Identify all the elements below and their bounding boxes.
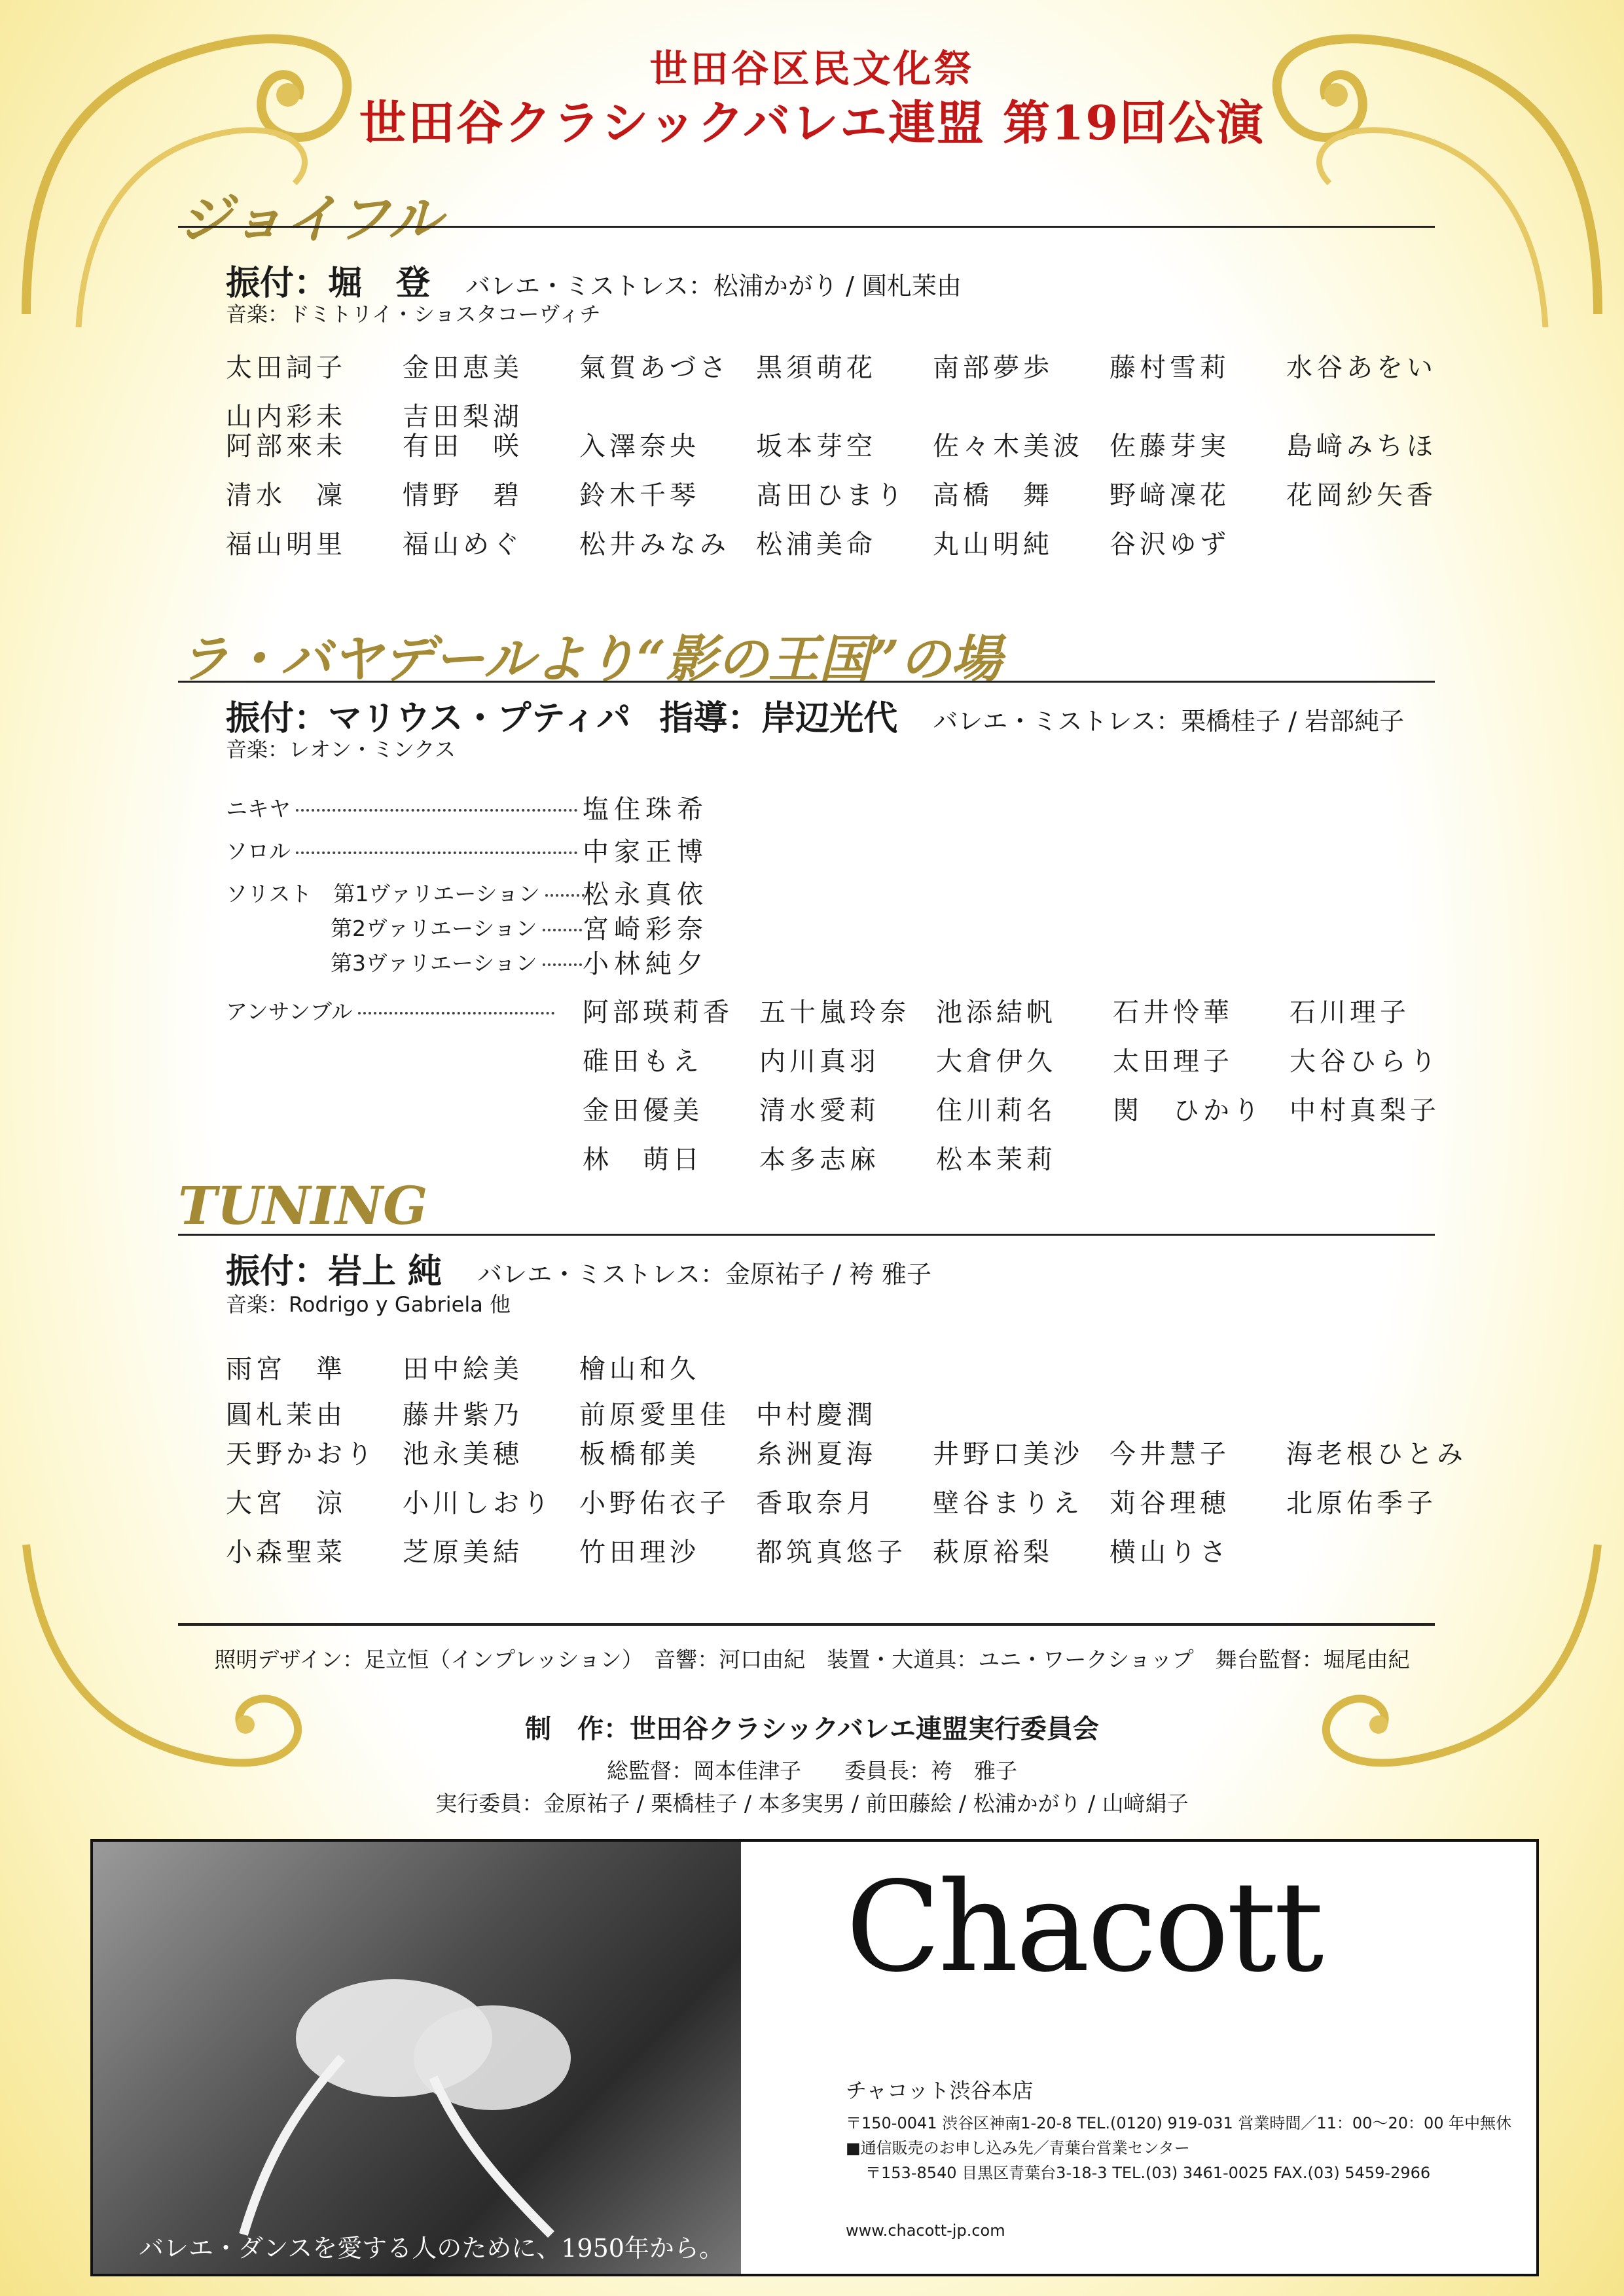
cast-name: 清水 凜 — [226, 480, 346, 511]
cast-name: 天野かおり — [226, 1439, 376, 1469]
director: 指導：岸辺光代 — [659, 699, 898, 738]
cast-name: 金田優美 — [583, 1096, 703, 1126]
mail-order-label: ■通信販売のお申し込み先／青葉台営業センター — [846, 2139, 1190, 2157]
cast-name: 小野佑衣子 — [579, 1488, 730, 1518]
cast-name: 石川理子 — [1290, 997, 1410, 1028]
ballet-mistress: バレエ・ミストレス：松浦かがり / 圓札茉由 — [465, 272, 962, 300]
leader-dots — [543, 929, 582, 931]
joyful-music: 音楽：ドミトリイ・ショスタコーヴィチ — [226, 302, 601, 327]
cast-name: 太田理子 — [1113, 1047, 1233, 1077]
bayadere-credits — [226, 691, 1404, 740]
committee-credit: 実行委員：金原祐子 / 栗橋桂子 / 本多実男 / 前田藤絵 / 松浦かがり / 山﨑絹子 — [435, 1791, 1189, 1816]
bayadere-title: ラ・バヤデールより“影の王国”の場 — [178, 630, 1002, 689]
cast-name: 中村慶潤 — [756, 1400, 876, 1430]
role-variation-3 — [331, 946, 587, 977]
tuning-cast-group-a — [226, 1348, 1463, 1386]
cast-name: 横山りさ — [1110, 1537, 1230, 1568]
leader-dots — [545, 894, 585, 897]
joyful-cast-group-b — [226, 425, 1463, 561]
cast-name: 福山めぐ — [403, 529, 523, 560]
bayadere-music: 音楽：レオン・ミンクス — [226, 737, 456, 762]
choreographer: 振付：マリウス・プティパ — [226, 699, 631, 738]
cast-name: 檜山和久 — [579, 1354, 700, 1384]
website-url[interactable]: www.chacott-jp.com — [846, 2221, 1005, 2240]
pointe-shoes-image — [93, 1842, 741, 2274]
role-label: ソロル — [226, 838, 291, 864]
cast-name: 林 萌日 — [583, 1145, 703, 1175]
cast-name: 壁谷まりえ — [933, 1488, 1083, 1518]
cast-name: 高橋 舞 — [933, 480, 1053, 511]
cast-name: 海老根ひとみ — [1286, 1439, 1467, 1469]
cast-name: 内川真羽 — [759, 1047, 880, 1077]
cast-name: 金田恵美 — [403, 353, 523, 383]
cast-name: 住川莉名 — [936, 1096, 1056, 1126]
cast-name: 苅谷理穂 — [1110, 1488, 1230, 1518]
leader-dots — [296, 809, 577, 812]
joyful-cast-group-a — [226, 347, 1463, 433]
cast-name: 碓田もえ — [583, 1047, 703, 1077]
cast-name: 北原佑季子 — [1286, 1488, 1437, 1518]
cast-name: 有田 咲 — [403, 431, 523, 461]
leader-dots — [543, 963, 582, 966]
role-variation-2 — [331, 912, 587, 942]
choreographer: 堀 登 — [328, 264, 431, 303]
cast-name: 黒須萌花 — [756, 353, 876, 383]
cast-name: 阿部瑛莉香 — [583, 997, 733, 1028]
cast-name: 藤井紫乃 — [403, 1400, 523, 1430]
tuning-cast-group-b — [226, 1394, 1463, 1431]
cast-name: 本多志麻 — [759, 1145, 880, 1175]
tuning-cast-group-c — [226, 1433, 1467, 1569]
cast-name: 花岡紗矢香 — [1286, 480, 1437, 511]
cast-name: 藤村雪莉 — [1110, 353, 1230, 383]
cast-name: 竹田理沙 — [579, 1537, 700, 1568]
cast-name: 松本茉莉 — [936, 1145, 1056, 1175]
store-name: チャコット渋谷本店 — [846, 2078, 1034, 2103]
ballet-mistress: バレエ・ミストレス：栗橋桂子 / 岩部純子 — [933, 707, 1405, 736]
role-dancer: 宮崎彩奈 — [583, 914, 708, 944]
cast-name: 都筑真悠子 — [756, 1537, 907, 1568]
cast-name: 清水愛莉 — [759, 1096, 880, 1126]
cast-name: 田中絵美 — [403, 1354, 523, 1384]
cast-name: 阿部來未 — [226, 431, 346, 461]
role-label: ソリスト 第1ヴァリエーション — [226, 881, 541, 906]
production-credit: 制 作：世田谷クラシックバレエ連盟実行委員会 — [525, 1714, 1099, 1744]
joyful-title: ジョイフル — [178, 188, 442, 251]
cast-name: 大宮 涼 — [226, 1488, 346, 1518]
ballet-shoes-photo — [93, 1842, 741, 2274]
joyful-rule — [178, 226, 1435, 228]
cast-name: 今井慧子 — [1110, 1439, 1230, 1469]
director-credit: 総監督：岡本佳津子 委員長：袴 雅子 — [607, 1758, 1017, 1784]
leader-dots — [358, 1012, 554, 1014]
role-dancer: 中家正博 — [583, 837, 708, 867]
cast-name: 井野口美沙 — [933, 1439, 1083, 1469]
staff-credits: 照明デザイン：足立恒（インプレッション） 音響：河口由紀 装置・大道具：ユニ・ワークショップ 舞台監督：堀尾由紀 — [214, 1647, 1410, 1672]
cast-name: 水谷あをい — [1286, 353, 1437, 383]
role-label: 第3ヴァリエーション — [331, 950, 537, 976]
cast-name: 佐藤芽実 — [1110, 431, 1230, 461]
ballet-mistress: バレエ・ミストレス：金原祐子 / 袴 雅子 — [477, 1260, 932, 1289]
cast-name: 板橋郁美 — [579, 1439, 700, 1469]
cast-name: 南部夢歩 — [933, 353, 1053, 383]
cast-name: 中村真梨子 — [1290, 1096, 1440, 1126]
mail-order-address: 〒153-8540 目黒区青葉台3-18-3 TEL.(03) 3461-0025 FAX.(03) 5459-2966 — [865, 2164, 1431, 2182]
store-address: 〒150-0041 渋谷区神南1-20-8 TEL.(0120) 919-031 営業時間／11：00〜20：00 年中無休 — [846, 2114, 1512, 2132]
cast-name: 萩原裕梨 — [933, 1537, 1053, 1568]
cast-name: 福山明里 — [226, 529, 346, 560]
cast-name: 香取奈月 — [756, 1488, 876, 1518]
cast-name: 入澤奈央 — [579, 431, 700, 461]
role-label: アンサンブル — [226, 999, 353, 1024]
cast-name: 関 ひかり — [1113, 1096, 1263, 1126]
leader-dots — [296, 852, 577, 854]
ad-slogan: バレエ・ダンスを愛する人のために、1950年から。 — [139, 2234, 724, 2263]
choreo-label: 振付： — [226, 264, 329, 303]
cast-name: 五十嵐玲奈 — [759, 997, 910, 1028]
cast-name: 小森聖菜 — [226, 1537, 346, 1568]
cast-name: 芝原美結 — [403, 1537, 523, 1568]
cast-name: 髙田ひまり — [756, 480, 907, 511]
cast-name: 坂本芽空 — [756, 431, 876, 461]
cast-name: 大谷ひらり — [1290, 1047, 1440, 1077]
cast-name: 島﨑みちほ — [1286, 431, 1437, 461]
role-nikiya — [226, 792, 583, 823]
cast-name: 佐々木美波 — [933, 431, 1083, 461]
choreographer: 岩上 純 — [328, 1252, 442, 1291]
cast-name: 糸洲夏海 — [756, 1439, 876, 1469]
cast-name: 石井怜華 — [1113, 997, 1233, 1028]
cast-name: 池添結帆 — [936, 997, 1056, 1028]
cast-name: 圓札茉由 — [226, 1400, 346, 1430]
bayadere-ensemble — [583, 992, 1466, 1176]
cast-name: 情野 碧 — [403, 480, 523, 511]
cast-name: 鈴木千琴 — [579, 480, 700, 511]
joyful-credits — [226, 255, 962, 304]
chacott-advertisement — [90, 1839, 1539, 2276]
cast-name: 小川しおり — [403, 1488, 553, 1518]
cast-name: 池永美穂 — [403, 1439, 523, 1469]
role-label: ニキヤ — [226, 796, 291, 821]
cast-name: 丸山明純 — [933, 529, 1053, 560]
cast-name: 谷沢ゆず — [1110, 529, 1230, 560]
role-label: 第2ヴァリエーション — [331, 916, 537, 941]
role-dancer: 塩住珠希 — [583, 795, 708, 825]
chacott-logo: Chacott — [846, 1855, 1322, 2000]
role-dancer: 松永真依 — [583, 880, 708, 910]
cast-name: 前原愛里佳 — [579, 1400, 730, 1430]
cast-name: 松井みなみ — [579, 529, 730, 560]
bayadere-rule — [178, 681, 1435, 683]
role-ensemble — [226, 995, 560, 1026]
role-dancer: 小林純夕 — [583, 949, 708, 979]
choreo-label: 振付： — [226, 1252, 329, 1291]
staff-rule — [178, 1623, 1435, 1626]
cast-name: 太田詞子 — [226, 353, 346, 383]
cast-name: 吉田梨湖 — [403, 402, 523, 432]
cast-name: 松浦美命 — [756, 529, 876, 560]
festival-title: 世田谷区民文化祭 — [649, 46, 975, 91]
cast-name: 氣賀あづさ — [579, 353, 730, 383]
role-variation-1 — [226, 877, 590, 908]
cast-name: 山内彩未 — [226, 402, 346, 432]
tuning-credits — [226, 1244, 931, 1293]
role-solor — [226, 834, 583, 865]
cast-name: 大倉伊久 — [936, 1047, 1056, 1077]
cast-name: 雨宮 準 — [226, 1354, 346, 1384]
performance-title: 世田谷クラシックバレエ連盟 第19回公演 — [359, 95, 1265, 151]
tuning-rule — [178, 1234, 1435, 1236]
cast-name: 野﨑凜花 — [1110, 480, 1230, 511]
tuning-title: TUNING — [178, 1175, 428, 1236]
tuning-music: 音楽：Rodrigo y Gabriela 他 — [226, 1292, 511, 1317]
